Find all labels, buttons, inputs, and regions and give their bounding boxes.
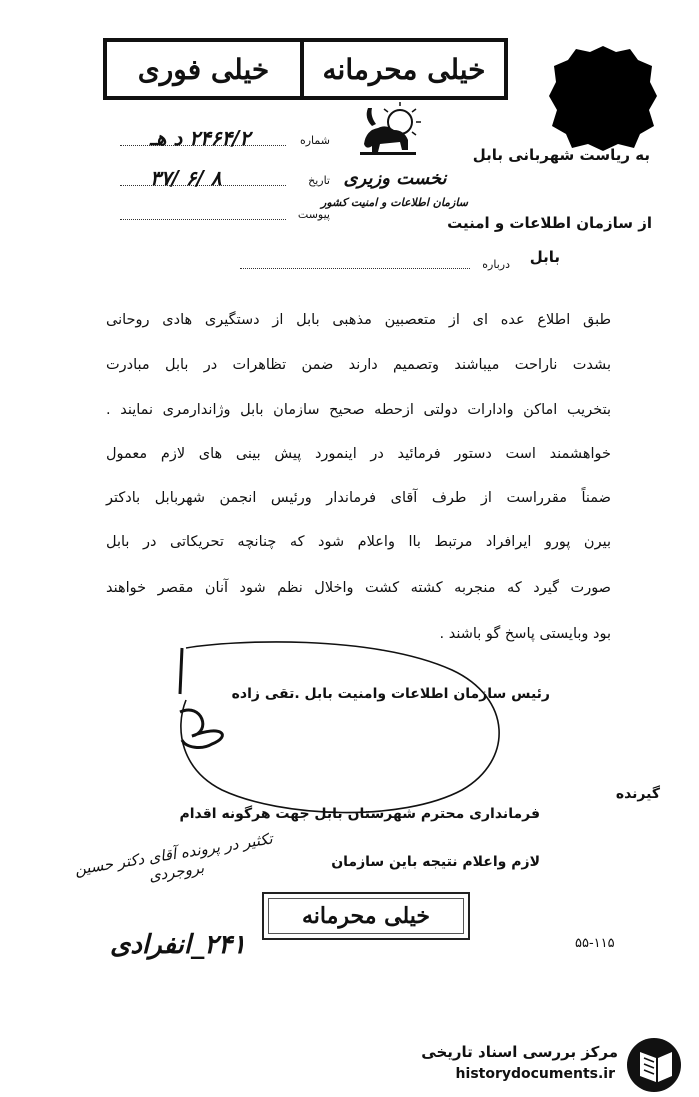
- subject-label: درباره: [482, 258, 510, 271]
- body-line: خواهشمند است دستور فرمائید در اینمورد پیش بینی های لازم معمول: [106, 446, 611, 462]
- org-title: نخست وزیری: [343, 168, 447, 189]
- archive-logo-icon: [622, 1036, 686, 1094]
- body-line: ضمناً مقرراست از طرف آقای فرماندار ورئیس انجمن شهربابل بادکتر: [106, 490, 611, 506]
- redaction-blob: [548, 44, 658, 152]
- header-from-city: بابل: [529, 248, 560, 266]
- stamp-top-very-confidential: خیلی محرمانه: [300, 42, 504, 96]
- bottom-stamp-text: خیلی محرمانه: [301, 903, 431, 929]
- date-label: تاریخ: [308, 174, 330, 187]
- number-label: شماره: [299, 134, 330, 147]
- recipients-line-1: فرمانداری محترم شهرستان بابل جهت هرگونه اقدام: [179, 806, 540, 822]
- meta-date: [120, 166, 330, 192]
- date-value: ۸ /۶ /۳۷: [150, 166, 222, 190]
- handwritten-note: تکثیر در پرونده آقای دکتر حسین بروجردی: [73, 829, 274, 886]
- document-code: ۵۵-۱۱۵: [575, 936, 615, 951]
- watermark-url: historydocuments.ir: [455, 1066, 615, 1082]
- bottom-classification-stamp: [262, 892, 470, 940]
- signature-circle: [172, 640, 510, 815]
- header-to: به ریاست شهربانی بابل: [472, 146, 650, 164]
- body-line: صورت گیرد که منجربه کشته کشت واخلال نظم شود آنان مقصر خواهند: [106, 580, 611, 596]
- number-value: ۲۴۶۴/۲ د هـ: [150, 126, 251, 150]
- body-line: بیرن پورو ایرافراد مرتبط باا واعلام شود که چنانچه تحریکاتی در بابل: [106, 534, 611, 550]
- body-line: بود وبایستی پاسخ گو باشند .: [439, 626, 611, 642]
- reference-number: ۲۴۱_انفرادی: [109, 930, 247, 960]
- recipients-label: گیرنده: [615, 786, 660, 802]
- signature-mark-icon: [176, 646, 186, 696]
- meta-attachment: [120, 206, 330, 226]
- body-line: بشدت ناراحت میباشند وتصمیم دارند ضمن تظاهرات در بابل مبادرت: [106, 357, 611, 373]
- recipients-line-2: لازم واعلام نتیجه باین سازمان: [331, 854, 540, 870]
- body-line: بتخریب اماکن وادارات دولتی ازحطه صحیح سازمان بابل وژاندارمری نمایند .: [106, 402, 611, 418]
- signatory: رئیس سازمان اطلاعات وامنیت بابل .تقی زاده: [231, 686, 550, 702]
- header-from: از سازمان اطلاعات و امنیت: [447, 214, 652, 232]
- watermark-title: مرکز بررسی اسناد تاریخی: [421, 1043, 618, 1061]
- attachment-label: پیوست: [297, 208, 330, 221]
- subject-row: [240, 258, 510, 272]
- classification-stamp: [103, 38, 508, 100]
- body-line: طبق اطلاع عده ای از متعصبین مذهبی بابل از دستگیری هادی روحانی: [106, 312, 611, 328]
- org-subtitle: سازمان اطلاعات و امنیت کشور: [321, 196, 468, 209]
- stamp-top-very-urgent: خیلی فوری: [137, 52, 270, 86]
- meta-number: [120, 126, 330, 152]
